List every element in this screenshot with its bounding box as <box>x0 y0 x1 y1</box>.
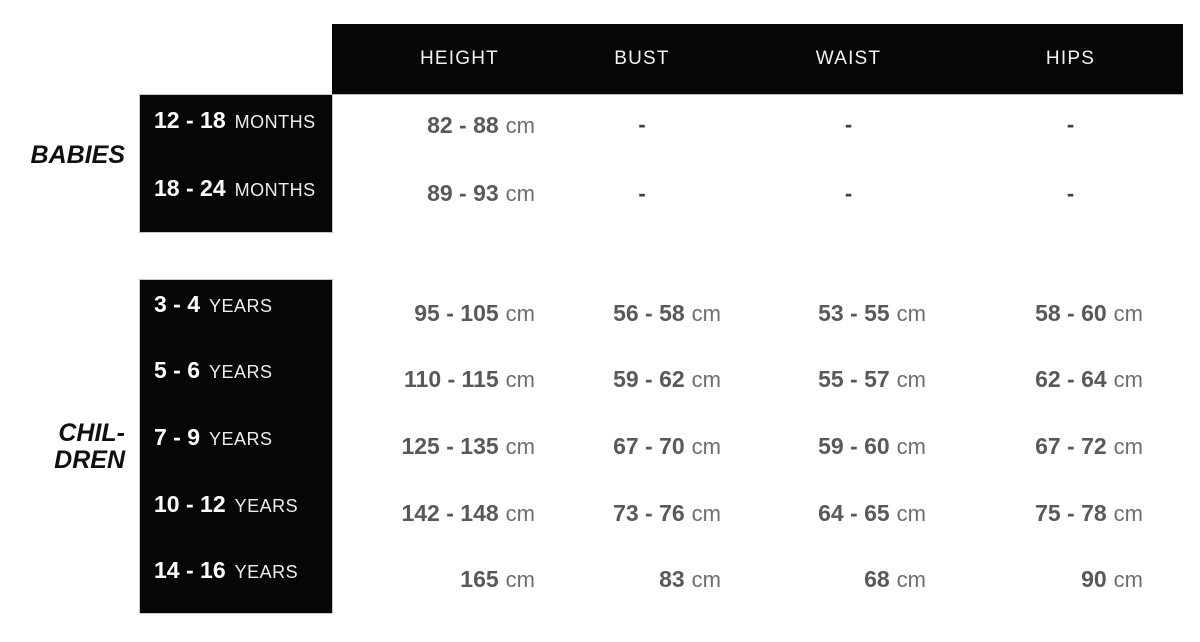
table-row <box>332 280 1183 347</box>
age-unit: YEARS <box>234 495 299 516</box>
table-row <box>332 546 1183 613</box>
cell-waist: 53 - 55 cm <box>818 299 926 326</box>
cell-hips: - <box>1066 180 1075 206</box>
age-unit: YEARS <box>234 562 299 583</box>
age-row <box>140 280 332 347</box>
cell-height: 95 - 105 cm <box>414 299 535 326</box>
age-range: 3 - 4 <box>154 290 201 317</box>
cell-height: 125 - 135 cm <box>401 432 535 459</box>
age-row <box>140 347 332 414</box>
table-row <box>332 160 1183 229</box>
cell-hips: 75 - 78 cm <box>1035 499 1143 526</box>
cell-bust: - <box>638 180 646 206</box>
cell-waist: - <box>844 180 853 206</box>
age-range: 10 - 12 <box>154 490 226 517</box>
table-row <box>332 347 1183 414</box>
age-unit: YEARS <box>209 295 273 316</box>
age-unit: MONTHS <box>234 111 316 132</box>
age-range: 5 - 6 <box>154 357 201 384</box>
cell-bust: 59 - 62 cm <box>613 366 721 393</box>
cell-bust: 56 - 58 cm <box>613 299 721 326</box>
column-header-waist: WAIST <box>815 48 882 69</box>
cell-height: 89 - 93 cm <box>427 180 535 207</box>
children-values <box>332 280 1183 613</box>
cell-hips: - <box>1066 112 1075 138</box>
age-range: 7 - 9 <box>154 423 201 450</box>
column-header-hips: HIPS <box>1045 48 1096 69</box>
column-header-bust: BUST <box>614 48 670 69</box>
age-row <box>140 546 332 613</box>
babies-values <box>332 95 1183 232</box>
cell-height: 165 cm <box>460 566 535 593</box>
cell-waist: 59 - 60 cm <box>818 432 926 459</box>
age-range: 12 - 18 <box>154 106 226 133</box>
age-unit: YEARS <box>209 362 273 383</box>
cell-bust: - <box>638 112 646 138</box>
cell-height: 142 - 148 cm <box>401 499 535 526</box>
cell-height: 110 - 115 cm <box>404 366 535 393</box>
cell-waist: 64 - 65 cm <box>818 499 926 526</box>
group-label-line: BABIES <box>30 141 125 169</box>
cell-waist: 68 cm <box>864 566 926 593</box>
age-row <box>140 480 332 547</box>
cell-bust: 73 - 76 cm <box>613 499 721 526</box>
cell-waist: 55 - 57 cm <box>818 366 926 393</box>
group-label-line: DREN <box>54 445 125 474</box>
group-label-children <box>0 280 125 613</box>
babies-age-box <box>140 95 332 232</box>
age-unit: MONTHS <box>234 180 316 201</box>
column-header-height: HEIGHT <box>420 48 499 69</box>
table-row <box>332 480 1183 547</box>
children-age-box <box>140 280 332 613</box>
age-row <box>140 413 332 480</box>
age-range: 14 - 16 <box>154 557 226 584</box>
table-header <box>332 24 1183 94</box>
cell-hips: 58 - 60 cm <box>1035 299 1143 326</box>
cell-hips: 62 - 64 cm <box>1035 366 1143 393</box>
cell-bust: 83 cm <box>659 566 721 593</box>
table-row <box>332 413 1183 480</box>
age-row <box>140 95 332 164</box>
group-label-babies <box>0 95 125 232</box>
cell-bust: 67 - 70 cm <box>613 432 721 459</box>
table-row <box>332 91 1183 160</box>
cell-height: 82 - 88 cm <box>427 111 535 138</box>
cell-hips: 67 - 72 cm <box>1035 432 1143 459</box>
age-unit: YEARS <box>209 428 273 449</box>
cell-hips: 90 cm <box>1081 566 1143 593</box>
age-row <box>140 164 332 233</box>
group-label-line: CHIL- <box>58 418 125 447</box>
age-range: 18 - 24 <box>154 175 226 202</box>
cell-waist: - <box>844 112 853 138</box>
